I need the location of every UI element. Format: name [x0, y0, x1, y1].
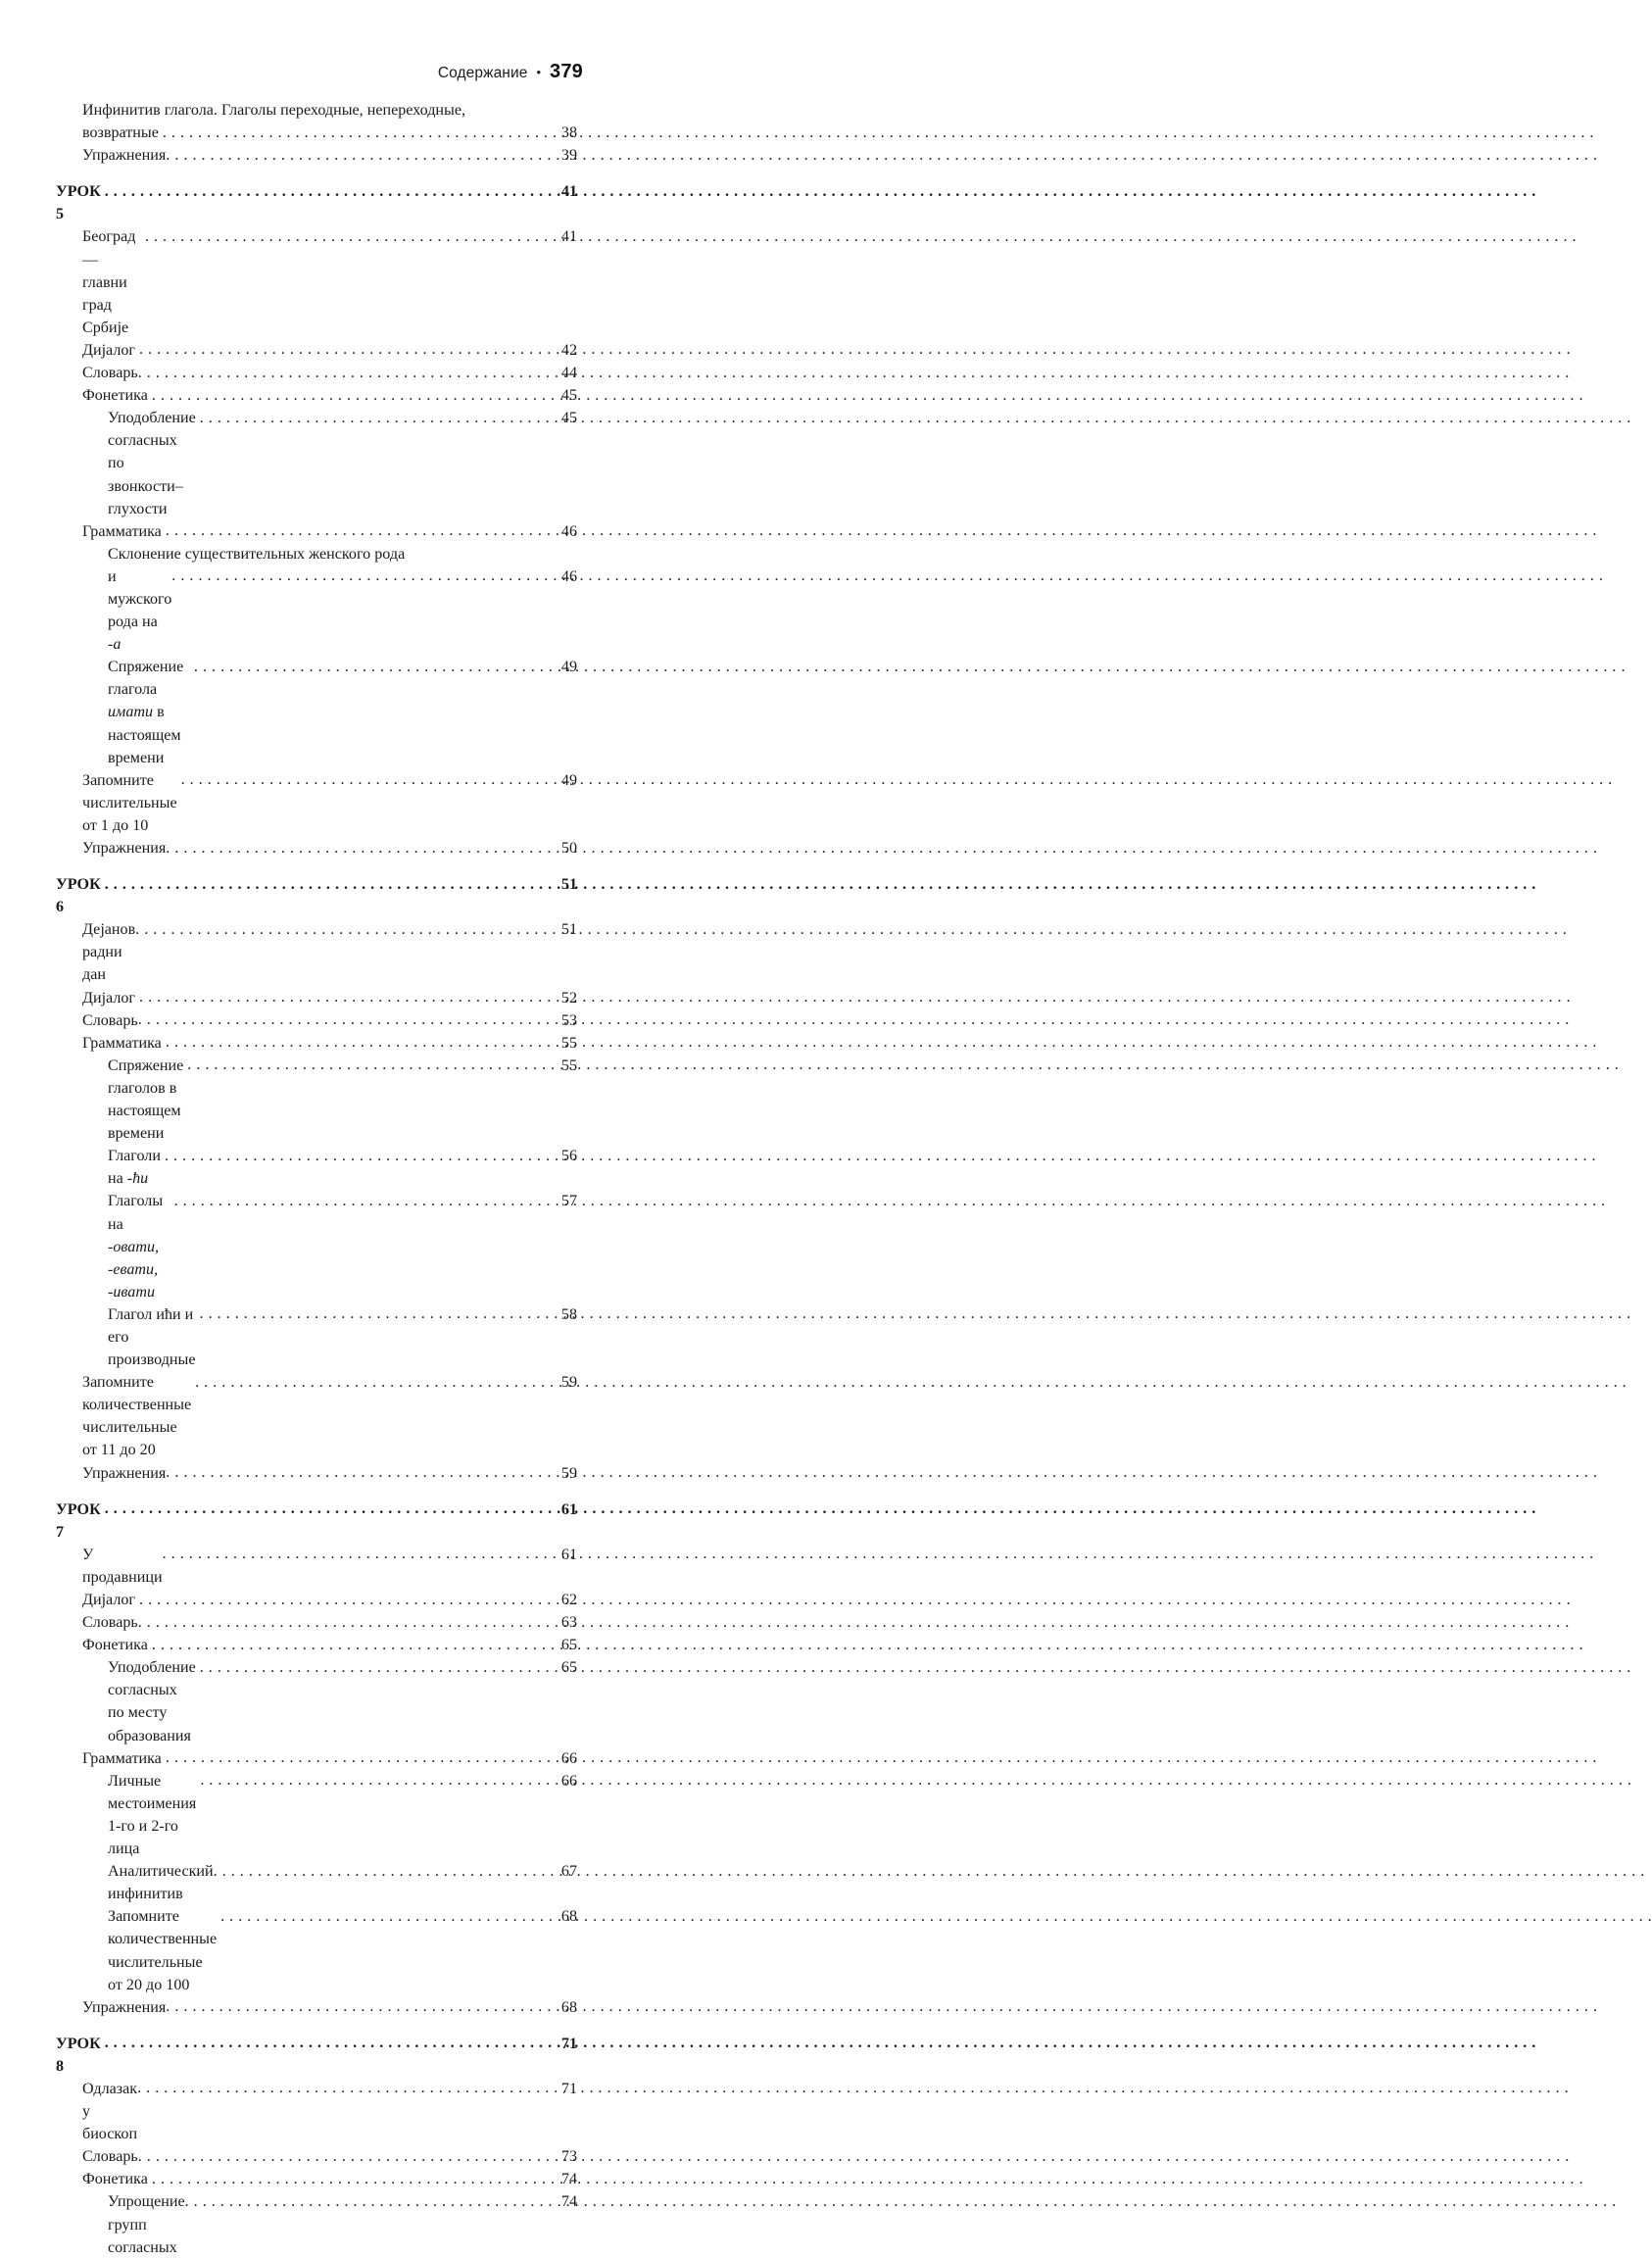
toc-entry[interactable]	[108, 1055, 577, 1145]
dot-leader	[181, 768, 555, 791]
toc-entry-page-number: 49	[560, 659, 577, 676]
toc-entry-page-number: 56	[560, 1148, 577, 1165]
toc-entry-page-number: 44	[560, 365, 577, 382]
dot-leader	[139, 1589, 555, 1611]
toc-entry-label: УРОК 7	[56, 1500, 101, 1541]
dot-leader	[105, 180, 555, 203]
toc-entry-label-line2: и мужского рода на -а	[108, 567, 172, 654]
dot-leader	[139, 986, 555, 1008]
dot-leader	[135, 918, 555, 941]
dot-leader	[185, 2190, 555, 2213]
toc-entry-page-number: 53	[560, 1011, 577, 1029]
toc-entry-label: Словарь	[82, 1011, 138, 1029]
toc-entry-page-number: 66	[560, 1749, 577, 1767]
toc-entry[interactable]	[82, 99, 577, 144]
toc-entry-page-number: 74	[560, 2171, 577, 2188]
toc-entry-page-number: 61	[560, 1546, 577, 1563]
toc-entry-page-number: 45	[560, 387, 577, 405]
dot-leader	[195, 1371, 555, 1394]
toc-entry[interactable]	[82, 2168, 577, 2190]
toc-entry-label: Словарь	[82, 1614, 138, 1632]
toc-entry-label: Упражнения	[82, 840, 167, 857]
toc-entry-label: Упражнения	[82, 1998, 167, 2016]
toc-entry[interactable]	[82, 769, 577, 837]
toc-entry-label: Запомните количественные числительные от 20 до 100	[108, 1908, 218, 1993]
toc-entry-label: Београд — главни град Србије	[82, 228, 136, 336]
toc-entry[interactable]	[108, 1303, 577, 1371]
toc-entry-label: Спряжение глагола имати в настоящем времени	[108, 659, 184, 766]
toc-entry[interactable]	[82, 225, 577, 338]
dot-leader	[105, 873, 555, 896]
page-number: 379	[550, 61, 583, 82]
toc-entry-page-number: 57	[560, 1193, 577, 1210]
toc-entry-label-line2: возвратные	[82, 124, 159, 142]
emphasized-term: -а	[108, 636, 121, 654]
toc-entry[interactable]	[82, 1032, 577, 1055]
emphasized-term: имати	[108, 704, 154, 721]
dot-leader	[166, 519, 555, 542]
toc-entry-label: Дијалог	[82, 341, 136, 359]
toc-entry[interactable]	[82, 144, 577, 167]
toc-entry-page-number: 71	[560, 2035, 577, 2052]
toc-entry-label: УРОК 5	[56, 183, 101, 223]
emphasized-term: -ћи	[126, 1170, 149, 1188]
dot-leader	[166, 1461, 555, 1484]
toc-lesson-heading[interactable]	[56, 1498, 577, 1544]
dot-leader	[105, 2032, 555, 2054]
dot-leader	[187, 1054, 555, 1076]
toc-entry-page-number: 65	[560, 1637, 577, 1654]
toc-entry-label: Одлазак у биоскоп	[82, 2080, 138, 2143]
toc-lesson-heading[interactable]	[56, 2033, 577, 2078]
toc-entry[interactable]	[108, 1190, 577, 1302]
toc-entry-page-number: 74	[560, 2193, 577, 2211]
toc-entry[interactable]	[108, 1145, 577, 1190]
dot-leader	[152, 1634, 555, 1656]
toc-entry-page-number: 52	[560, 989, 577, 1007]
toc-entry-label: Упражнения	[82, 147, 167, 165]
toc-entry[interactable]	[82, 1996, 577, 2019]
running-head-title: Содержание	[437, 65, 528, 81]
toc-entry[interactable]	[108, 1905, 577, 1995]
toc-entry-label: Фонетика	[82, 387, 148, 405]
toc-entry-page-number: 55	[560, 1056, 577, 1074]
dot-leader	[220, 1905, 555, 1928]
dot-leader	[145, 225, 555, 248]
toc-entry-label: Фонетика	[82, 1637, 148, 1654]
toc-entry[interactable]	[82, 339, 577, 362]
toc-entry-page-number: 46	[560, 567, 577, 585]
toc-entry-label: Грамматика	[82, 1034, 162, 1052]
toc-entry[interactable]	[108, 2190, 577, 2258]
toc-entry-label: УРОК 6	[56, 876, 101, 916]
toc-entry-page-number: 68	[560, 1998, 577, 2016]
toc-entry-label-line1: Инфинитив глагола. Глаголы переходные, непереходные,	[82, 102, 465, 119]
dot-leader	[174, 1190, 555, 1212]
toc-entry[interactable]	[82, 2145, 577, 2168]
toc-entry[interactable]	[108, 1860, 577, 1905]
toc-entry[interactable]	[108, 1770, 577, 1860]
toc-entry-label: Глаголи на -ћи	[108, 1148, 161, 1188]
toc-entry-label-line1: Склонение существительных женского рода	[108, 545, 406, 563]
table-of-contents	[56, 99, 577, 2259]
toc-entry-page-number: 59	[560, 1374, 577, 1392]
toc-entry-label: Словарь	[82, 365, 138, 382]
toc-entry-label: Дејанов радни дан	[82, 921, 136, 984]
dot-leader	[166, 1746, 555, 1769]
toc-entry-label: Грамматика	[82, 522, 162, 540]
dot-leader	[214, 1860, 555, 1883]
toc-entry[interactable]	[108, 656, 577, 768]
dot-leader	[163, 1543, 555, 1565]
toc-entry-label: УРОК 8	[56, 2035, 101, 2075]
dot-leader	[200, 1769, 555, 1792]
toc-entry-label: Глагол ићи и его производные	[108, 1305, 196, 1369]
dot-leader	[166, 1031, 555, 1054]
toc-entry-label: Упражнения	[82, 1464, 167, 1482]
toc-entry-page-number: 41	[560, 183, 577, 201]
dot-leader	[165, 1145, 555, 1167]
toc-entry[interactable]	[108, 543, 577, 656]
toc-entry[interactable]	[82, 918, 577, 986]
toc-entry-page-number: 39	[560, 147, 577, 165]
toc-entry[interactable]	[82, 837, 577, 859]
toc-entry-label: Фонетика	[82, 2171, 148, 2188]
toc-entry-page-number: 50	[560, 840, 577, 857]
toc-entry[interactable]	[82, 1371, 577, 1461]
toc-entry[interactable]	[82, 1747, 577, 1770]
dot-leader	[138, 2145, 555, 2168]
toc-entry[interactable]	[82, 520, 577, 543]
toc-entry-label: Аналитический инфинитив	[108, 1863, 214, 1903]
toc-entry[interactable]	[82, 1589, 577, 1611]
toc-entry-page-number: 63	[560, 1614, 577, 1632]
dot-leader	[138, 362, 555, 384]
dot-leader	[152, 384, 555, 407]
toc-entry-label: Запомните числительные от 1 до 10	[82, 771, 177, 834]
toc-entry-page-number: 71	[560, 2080, 577, 2097]
dot-leader	[138, 1008, 555, 1031]
dot-leader	[200, 407, 555, 429]
toc-entry-label: Глаголы на -овати, -евати, -ивати	[108, 1193, 164, 1301]
dot-leader	[137, 2077, 555, 2099]
toc-entry[interactable]	[82, 384, 577, 407]
dot-leader	[166, 144, 555, 167]
dot-leader	[166, 1995, 555, 2018]
dot-leader	[166, 837, 555, 859]
toc-entry[interactable]	[82, 987, 577, 1009]
toc-entry-page-number: 42	[560, 341, 577, 359]
dot-leader	[194, 656, 555, 678]
toc-entry-label: Запомните количественные числительные от 11 до 20	[82, 1374, 192, 1459]
toc-entry-label: Дијалог	[82, 1592, 136, 1608]
toc-entry-page-number: 49	[560, 771, 577, 789]
toc-entry-label: Дијалог	[82, 989, 136, 1007]
toc-entry[interactable]	[108, 407, 577, 519]
running-head	[438, 61, 583, 83]
toc-entry[interactable]	[82, 1009, 577, 1032]
dot-leader	[138, 1611, 555, 1634]
toc-lesson-heading[interactable]	[56, 873, 577, 918]
dot-leader	[171, 565, 555, 587]
toc-entry-label: Личные местоимения 1-го и 2-го лица	[108, 1772, 197, 1858]
dot-leader	[105, 1498, 555, 1520]
toc-entry-label: Уподобление согласных по звонкости–глухости	[108, 410, 196, 517]
toc-entry-label: Уподобление согласных по месту образования	[108, 1659, 196, 1744]
dot-leader	[139, 338, 555, 361]
toc-entry-label: Словарь	[82, 2148, 138, 2166]
dot-leader	[163, 122, 555, 144]
toc-entry-label: Упрощение групп согласных	[108, 2193, 185, 2256]
toc-entry-label: У продавници	[82, 1546, 163, 1586]
toc-entry-page-number: 38	[560, 124, 577, 142]
toc-lesson-heading[interactable]	[56, 180, 577, 225]
toc-entry-page-number: 51	[560, 921, 577, 939]
toc-entry-page-number: 59	[560, 1464, 577, 1482]
toc-entry-page-number: 66	[560, 1772, 577, 1790]
toc-entry-page-number: 46	[560, 522, 577, 540]
toc-entry-page-number: 55	[560, 1034, 577, 1052]
dot-leader	[152, 2168, 555, 2190]
toc-entry-page-number: 45	[560, 410, 577, 427]
toc-entry-label: Грамматика	[82, 1749, 162, 1767]
toc-entry[interactable]	[108, 1656, 577, 1746]
toc-entry[interactable]	[82, 1634, 577, 1656]
toc-entry-page-number: 61	[560, 1500, 577, 1518]
toc-entry-label: Спряжение глаголов в настоящем времени	[108, 1056, 184, 1143]
dot-leader	[200, 1656, 555, 1679]
toc-entry-page-number: 65	[560, 1659, 577, 1677]
toc-entry[interactable]	[82, 1544, 577, 1589]
toc-page	[0, 0, 650, 2256]
toc-entry-page-number: 67	[560, 1863, 577, 1881]
toc-entry-page-number: 62	[560, 1592, 577, 1608]
toc-entry[interactable]	[82, 362, 577, 384]
toc-entry[interactable]	[82, 1462, 577, 1485]
toc-entry-page-number: 58	[560, 1305, 577, 1323]
toc-entry[interactable]	[82, 1611, 577, 1634]
toc-entry-page-number: 73	[560, 2148, 577, 2166]
toc-entry[interactable]	[82, 2078, 577, 2145]
toc-entry-page-number: 68	[560, 1908, 577, 1926]
running-head-separator-bullet: •	[536, 65, 542, 79]
toc-entry-page-number: 41	[560, 228, 577, 246]
dot-leader	[200, 1302, 555, 1325]
emphasized-term: -овати, -евати, -ивати	[108, 1238, 160, 1301]
toc-entry-page-number: 51	[560, 876, 577, 894]
